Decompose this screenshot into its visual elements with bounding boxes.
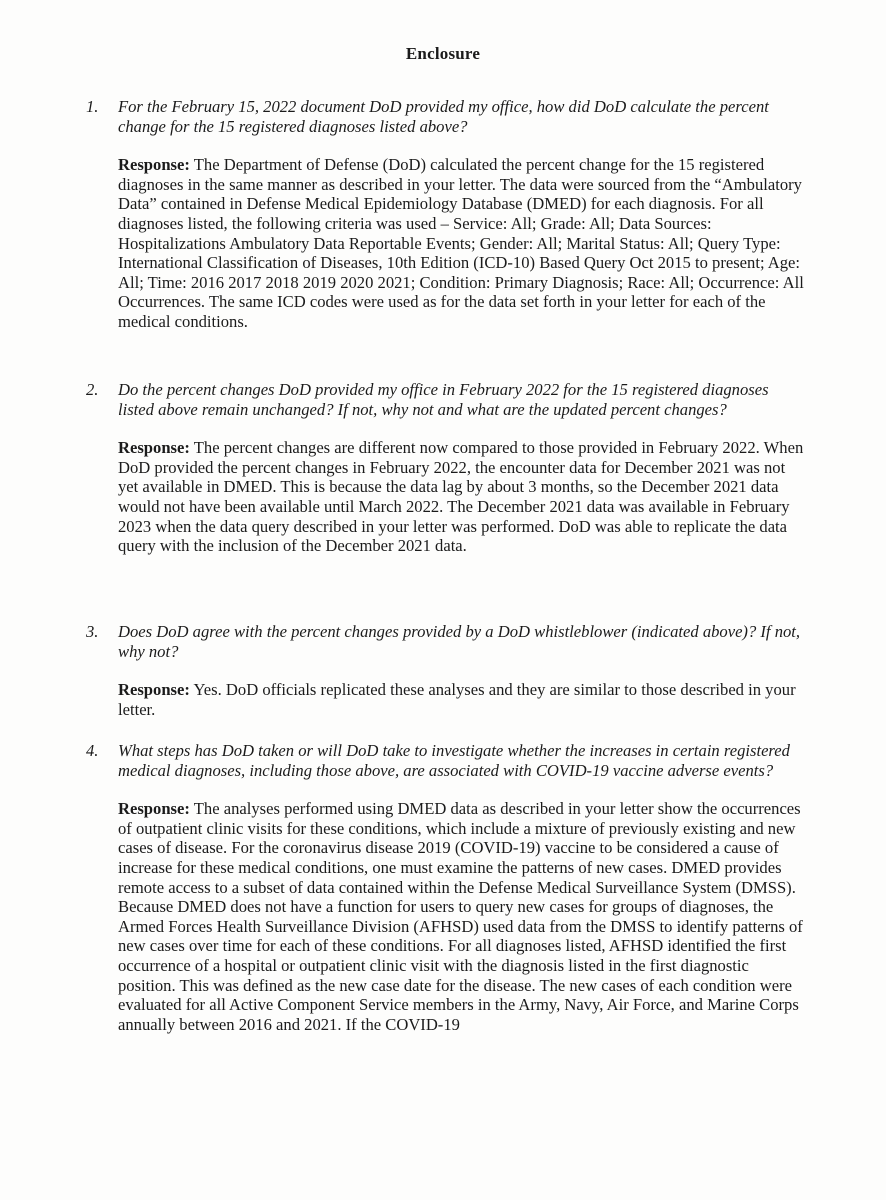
question-item-3 <box>86 622 806 719</box>
response-label: Response: <box>118 680 190 700</box>
question-number: 2. <box>86 380 99 399</box>
question-text: For the February 15, 2022 document DoD provided my office, how did DoD calculate the percent change for the 15 registered diagnoses listed above? <box>118 97 769 136</box>
question-text: Does DoD agree with the percent changes provided by a DoD whistleblower (indicated above)? If not, why not? <box>118 622 801 661</box>
response-label: Response: <box>118 438 190 458</box>
question-3 <box>86 622 806 661</box>
page-title: Enclosure <box>405 44 481 63</box>
question-item-4 <box>86 741 806 1034</box>
response-label: Response: <box>118 799 190 819</box>
question-text: Do the percent changes DoD provided my office in February 2022 for the 15 registered diagnoses listed above remain unchanged? If not, why not and what are the updated percent changes? <box>118 380 769 419</box>
question-text: What steps has DoD taken or will DoD take to investigate whether the increases in certain registered medical diagnoses, including those above, are associated with COVID-19 vaccine adverse events? <box>118 741 790 780</box>
response-3 <box>86 680 806 719</box>
question-1 <box>86 97 806 136</box>
response-text: The percent changes are different now compared to those provided in February 2022. When DoD provided the percent changes in February 2022, the encounter data for December 2021 was not yet available in DMED. This is because the data lag by about 3 months, so the December 2021 data would not have been available until March 2022. The December 2021 data was available in February 2023 when the data query described in your letter was performed. DoD was able to replicate the data query with the inclusion of the December 2021 data. <box>118 438 804 556</box>
question-number: 4. <box>86 741 99 760</box>
response-text: Yes. DoD officials replicated these analyses and they are similar to those described in your letter. <box>118 680 796 719</box>
question-item-2 <box>86 380 806 556</box>
question-2 <box>86 380 806 419</box>
question-4 <box>86 741 806 780</box>
response-label: Response: <box>118 155 190 175</box>
question-item-1 <box>86 97 806 332</box>
response-4 <box>86 799 806 1034</box>
response-2 <box>86 438 806 556</box>
response-text: The analyses performed using DMED data as described in your letter show the occurrences of outpatient clinic visits for these conditions, which include a mixture of previously existing and new cases of disease. For the coronavirus disease 2019 (COVID-19) vaccine to be considered a cause of increase for these medical conditions, one must examine the patterns of new cases. DMED provides remote access to a subset of data contained within the Defense Medical Surveillance System (DMSS). Because DMED does not have a function for users to query new cases for groups of diagnoses, the Armed Forces Health Surveillance Division (AFHSD) used data from the DMSS to identify patterns of new cases over time for each of these conditions. For all diagnoses listed, AFHSD identified the first occurrence of a hospital or outpatient clinic visit with the diagnosis listed in the first diagnostic position. This was defined as the new case date for the disease. The new cases of each condition were evaluated for all Active Component Service members in the Army, Navy, Air Force, and Marine Corps annually between 2016 and 2021. If the COVID-19 <box>118 799 803 1034</box>
response-text: The Department of Defense (DoD) calculated the percent change for the 15 registered diagnoses in the same manner as described in your letter. The data were sourced from the “Ambulatory Data” contained in Defense Medical Epidemiology Database (DMED) for each diagnosis. For all diagnoses listed, the following criteria was used – Service: All; Grade: All; Data Sources: Hospitalizations Ambulatory Data Reportable Events; Gender: All; Marital Status: All; Query Type: International Classification of Diseases, 10th Edition (ICD-10) Based Query Oct 2015 to present; Age: All; Time: 2016 2017 2018 2019 2020 2021; Condition: Primary Diagnosis; Race: All; Occurrence: All Occurrences. The same ICD codes were used as for the data set forth in your letter for each of the medical conditions. <box>118 155 804 331</box>
response-1 <box>86 155 806 331</box>
question-number: 1. <box>86 97 99 116</box>
question-number: 3. <box>86 622 99 641</box>
